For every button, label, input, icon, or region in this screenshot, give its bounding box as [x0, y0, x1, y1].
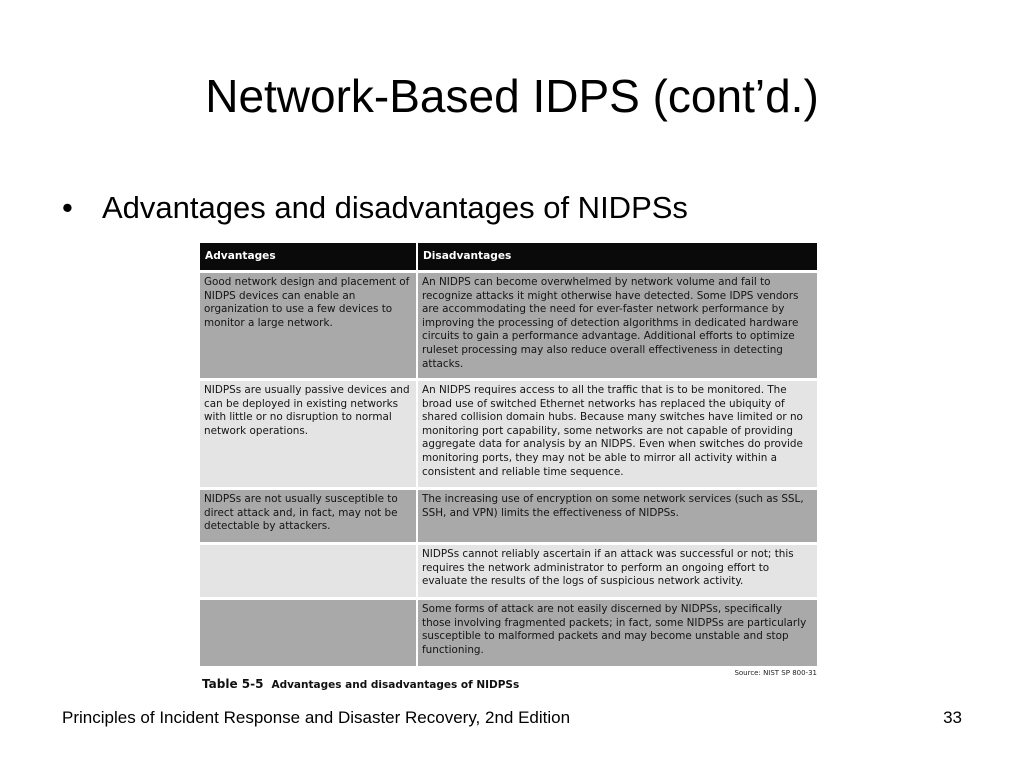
footer-page-number: 33	[943, 708, 962, 727]
nidps-table	[198, 240, 819, 669]
table-row	[200, 545, 817, 597]
disadvantage-cell: NIDPSs cannot reliably ascertain if an attack was successful or not; this requires the network administrator to perform an ongoing effort to evaluate the results of the logs of suspicious network activity.	[418, 545, 817, 597]
disadvantage-cell: Some forms of attack are not easily discerned by NIDPSs, specifically those involving fragmented packets; in fact, some NIDPSs are particularly susceptible to malformed packets and may become unstable and stop functioning.	[418, 600, 817, 666]
slide-title: Network-Based IDPS (cont’d.)	[205, 70, 819, 122]
table-figure	[200, 243, 819, 695]
header-disadvantages: Disadvantages	[418, 243, 817, 270]
table-caption-label	[202, 677, 519, 691]
advantage-cell	[200, 600, 416, 666]
table-caption-text: Advantages and disadvantages of NIDPSs	[271, 679, 520, 691]
bullet-text: Advantages and disadvantages of NIDPSs	[102, 190, 688, 225]
disadvantage-cell: An NIDPS can become overwhelmed by network volume and fail to recognize attacks it might otherwise have detected. Some IDPS vendors are accommodating the need for ever-faster network performance by improving the processing of detection algorithms in dedicated hardware circuits to gain a performance advantage. Additional efforts to optimize ruleset processing may also reduce overall effectiveness in detecting attacks.	[418, 273, 817, 378]
table-row	[200, 273, 817, 378]
table-source: Source: NIST SP 800-31	[734, 669, 817, 677]
header-advantages: Advantages	[200, 243, 416, 270]
table-header-row	[200, 243, 817, 270]
bullet-item	[60, 186, 688, 230]
bullet-dot-icon: •	[62, 190, 73, 225]
advantage-cell: NIDPSs are usually passive devices and can be deployed in existing networks with little or no disruption to normal network operations.	[200, 381, 416, 487]
table-caption	[200, 669, 819, 695]
table-row	[200, 381, 817, 487]
advantage-cell: NIDPSs are not usually susceptible to direct attack and, in fact, may not be detectable by attackers.	[200, 490, 416, 542]
footer-course-title: Principles of Incident Response and Disaster Recovery, 2nd Edition	[62, 708, 571, 727]
disadvantage-cell: An NIDPS requires access to all the traffic that is to be monitored. The broad use of switched Ethernet networks has replaced the ubiquity of shared collision domain hubs. Because many switches have limited or no monitoring port capability, some networks are not capable of providing aggregate data for analysis by an NIDPS. Even when switches do provide monitoring ports, they may not be able to mirror all activity within a consistent and reliable time sequence.	[418, 381, 817, 487]
advantage-cell	[200, 545, 416, 597]
table-row	[200, 490, 817, 542]
disadvantage-cell: The increasing use of encryption on some network services (such as SSL, SSH, and VPN) limits the effectiveness of NIDPSs.	[418, 490, 817, 542]
table-row	[200, 600, 817, 666]
table-caption-number: Table 5-5	[202, 677, 264, 691]
advantage-cell: Good network design and placement of NIDPS devices can enable an organization to use a few devices to monitor a large network.	[200, 273, 416, 378]
